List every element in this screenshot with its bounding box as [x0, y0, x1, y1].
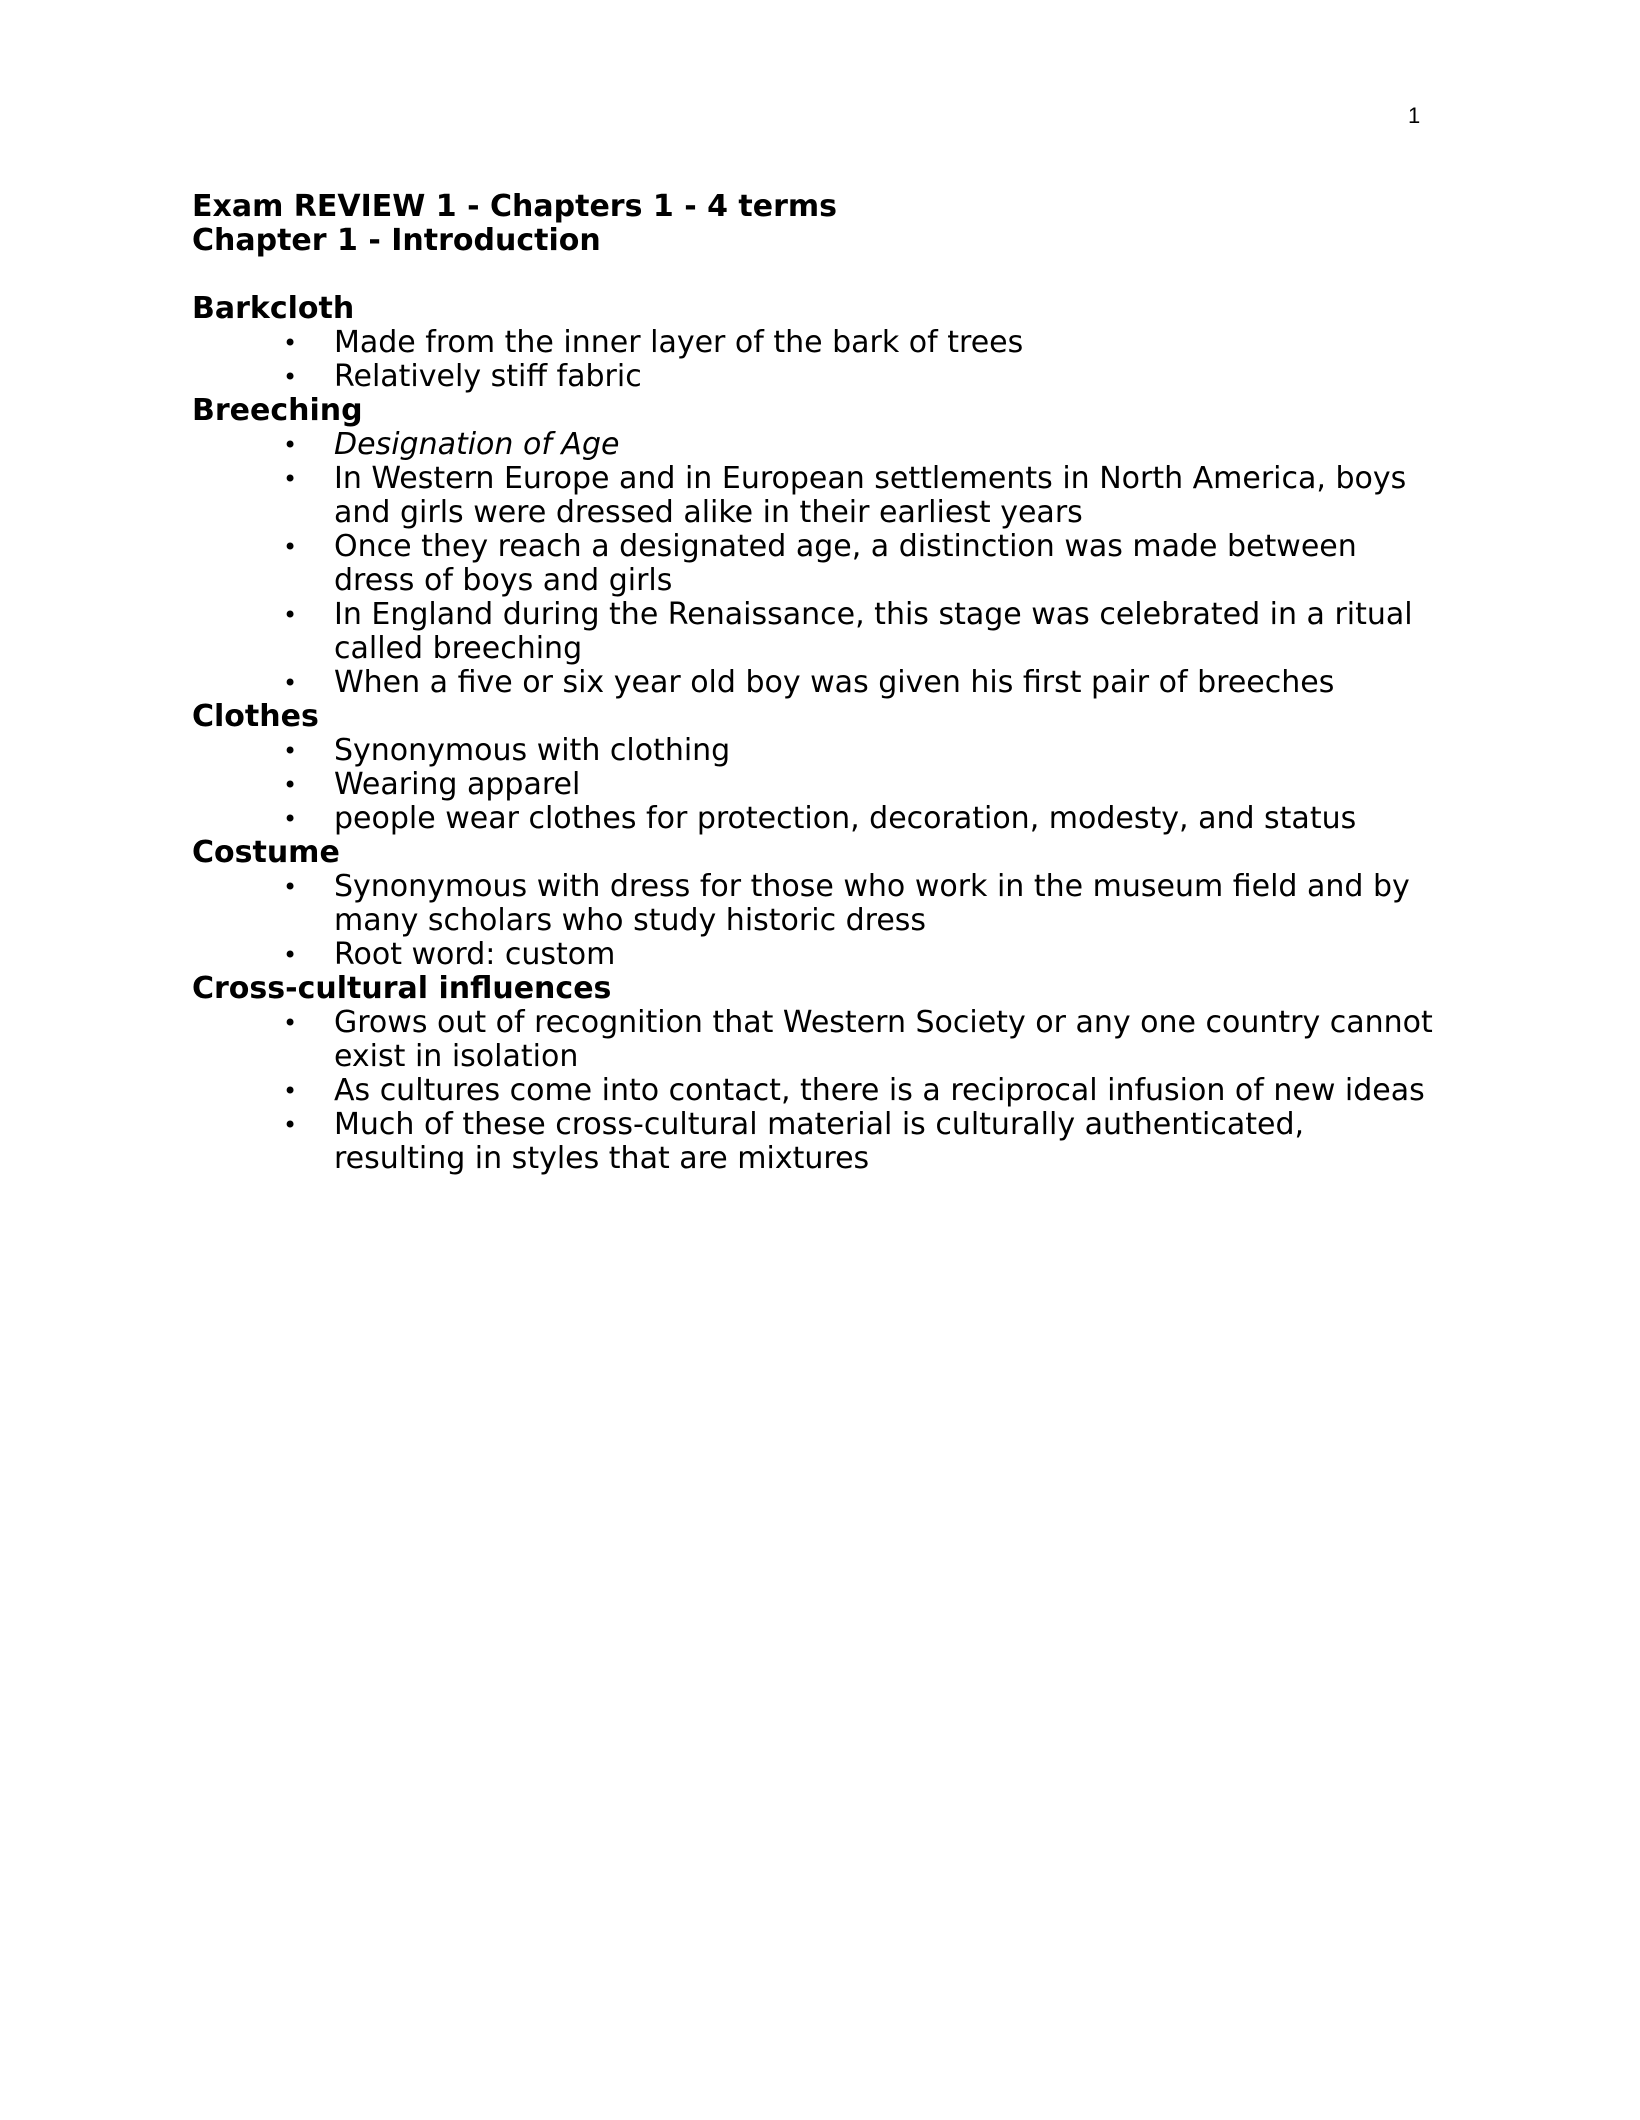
- term-section: [192, 836, 1442, 972]
- bullet-icon: •: [283, 737, 298, 765]
- bullet-icon: •: [283, 1009, 298, 1037]
- bullet-text: Once they reach a designated age, a distinction was made between dress of boys and girls: [334, 529, 1357, 598]
- term-heading: Costume: [192, 835, 340, 870]
- bullet-text: Designation of Age: [334, 427, 620, 462]
- bullet-icon: •: [283, 771, 298, 799]
- document-body: [192, 190, 1442, 1176]
- term-heading: Clothes: [192, 699, 319, 734]
- bullet-icon: •: [283, 1077, 298, 1105]
- bullet-text: Relatively stiff fabric: [334, 359, 642, 394]
- bullet-icon: •: [283, 873, 298, 901]
- bullet-item: [192, 802, 1442, 836]
- term-heading: Breeching: [192, 393, 363, 428]
- bullet-text: Much of these cross-cultural material is culturally authenticated, resulting in styles that are mixtures: [334, 1107, 1305, 1176]
- bullet-icon: •: [283, 465, 298, 493]
- bullet-item: [192, 768, 1442, 802]
- bullet-icon: •: [283, 805, 298, 833]
- bullet-text: Made from the inner layer of the bark of trees: [334, 325, 1024, 360]
- bullet-text: Wearing apparel: [334, 767, 581, 802]
- term-section: [192, 972, 1442, 1176]
- bullet-list: [192, 1006, 1442, 1176]
- bullet-text: When a five or six year old boy was given his first pair of breeches: [334, 665, 1335, 700]
- term-section: [192, 292, 1442, 394]
- term-list: [192, 292, 1442, 1176]
- bullet-item: [192, 326, 1442, 360]
- bullet-icon: •: [283, 431, 298, 459]
- bullet-icon: •: [283, 1111, 298, 1139]
- page-number: 1: [1408, 103, 1421, 128]
- bullet-icon: •: [283, 669, 298, 697]
- bullet-icon: •: [283, 533, 298, 561]
- bullet-item: [192, 598, 1442, 666]
- term-section: [192, 394, 1442, 700]
- bullet-text: Synonymous with clothing: [334, 733, 731, 768]
- term-section: [192, 700, 1442, 836]
- bullet-item: [192, 428, 1442, 462]
- bullet-text: Synonymous with dress for those who work in the museum field and by many scholars who study historic dress: [334, 869, 1410, 938]
- bullet-text: As cultures come into contact, there is a reciprocal infusion of new ideas: [334, 1073, 1425, 1108]
- bullet-text: In England during the Renaissance, this stage was celebrated in a ritual called breeching: [334, 597, 1413, 666]
- bullet-item: [192, 530, 1442, 598]
- bullet-text: In Western Europe and in European settlements in North America, boys and girls were dressed alike in their earliest years: [334, 461, 1407, 530]
- bullet-item: [192, 734, 1442, 768]
- bullet-icon: •: [283, 941, 298, 969]
- bullet-list: [192, 428, 1442, 700]
- chapter-title: Chapter 1 - Introduction: [192, 223, 601, 258]
- term-heading: Barkcloth: [192, 291, 355, 326]
- bullet-icon: •: [283, 329, 298, 357]
- bullet-item: [192, 870, 1442, 938]
- bullet-list: [192, 326, 1442, 394]
- bullet-item: [192, 666, 1442, 700]
- bullet-icon: •: [283, 363, 298, 391]
- bullet-item: [192, 360, 1442, 394]
- bullet-item: [192, 1074, 1442, 1108]
- bullet-text: people wear clothes for protection, decoration, modesty, and status: [334, 801, 1357, 836]
- bullet-text: Root word: custom: [334, 937, 616, 972]
- bullet-item: [192, 462, 1442, 530]
- bullet-item: [192, 1006, 1442, 1074]
- document-title: Exam REVIEW 1 - Chapters 1 - 4 terms: [192, 189, 838, 224]
- bullet-item: [192, 938, 1442, 972]
- term-heading: Cross-cultural influences: [192, 971, 612, 1006]
- bullet-text: Grows out of recognition that Western Society or any one country cannot exist in isolation: [334, 1005, 1433, 1074]
- bullet-list: [192, 734, 1442, 836]
- bullet-list: [192, 870, 1442, 972]
- bullet-icon: •: [283, 601, 298, 629]
- bullet-item: [192, 1108, 1442, 1176]
